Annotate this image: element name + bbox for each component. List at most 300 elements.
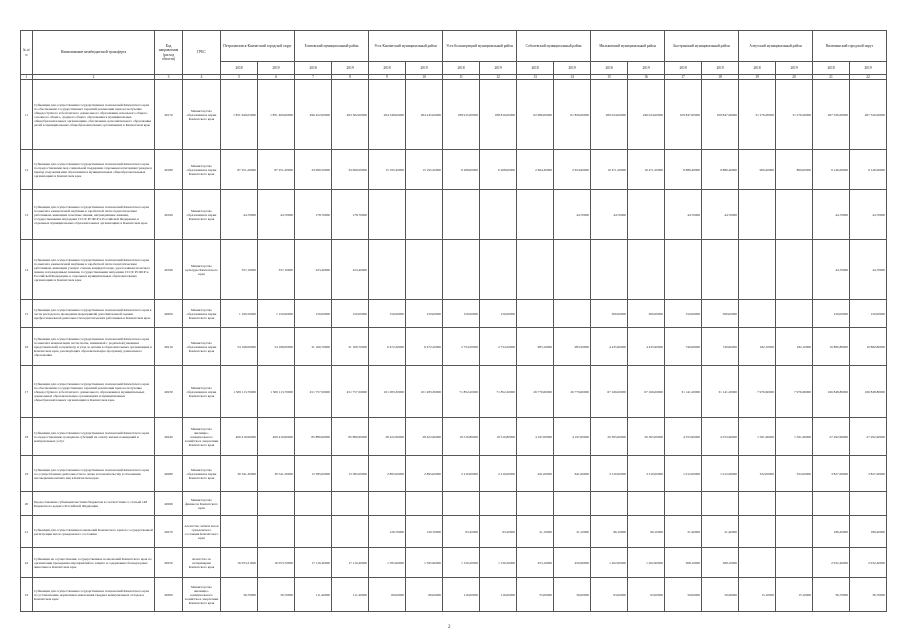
row-value: [813, 492, 850, 516]
row-value: [665, 492, 702, 516]
row-value: 31 160,70000: [295, 328, 332, 366]
row-value: 246 024,00000: [628, 80, 665, 150]
row-value: 96,10000: [591, 516, 628, 548]
row-value: 126,70000: [406, 516, 443, 548]
header-year: 2019: [554, 62, 591, 75]
header-grbs: ГРБС: [183, 31, 221, 75]
row-value: [739, 240, 776, 300]
row-value: 264 348,00000: [369, 80, 406, 150]
header-year: 2018: [665, 62, 702, 75]
header-year: 2019: [628, 62, 665, 75]
row-value: [776, 548, 813, 578]
row-grbs: Министерство образования и науки Камчатского края: [183, 456, 221, 492]
row-code: 40270: [155, 516, 183, 548]
row-value: [628, 492, 665, 516]
row-value: 13 385,00000: [332, 456, 369, 492]
row-value: [443, 190, 480, 240]
row-value: 44,70000: [850, 190, 887, 240]
row-value: 409 419,90000: [221, 418, 258, 456]
row-number: 19: [21, 456, 33, 492]
header-year: 2018: [369, 62, 406, 75]
row-value: 186,40000: [813, 516, 850, 548]
row-grbs: Агентство записи актов гражданского состояния Камчатского края: [183, 516, 221, 548]
row-value: 15,10000: [739, 578, 776, 612]
row-value: 10 860,80000: [850, 328, 887, 366]
row-value: 150,00000: [480, 300, 517, 328]
row-value: 300,00000: [591, 300, 628, 328]
row-value: 3 827,00000: [850, 456, 887, 492]
row-value: 44,70000: [813, 190, 850, 240]
row-value: [591, 492, 628, 516]
row-name: Предоставление субвенции местным бюджетам в соответствии со статьей 148 Бюджетного кодекса Российской Федерации: [33, 492, 155, 516]
row-value: 9 889,40900: [665, 150, 702, 190]
row-value: 869,00000: [776, 150, 813, 190]
row-value: 36,70000: [221, 578, 258, 612]
row-value: 150,00000: [332, 300, 369, 328]
row-value: [443, 240, 480, 300]
row-value: 56,00000: [554, 578, 591, 612]
row-value: 31 141,20000: [665, 366, 702, 418]
row-value: 6 208,00000: [480, 150, 517, 190]
row-value: 10 471,20000: [591, 150, 628, 190]
row-value: [406, 492, 443, 516]
row-value: 67 166,00000: [591, 366, 628, 418]
header-district: Быстринский муниципальный район: [665, 31, 739, 62]
column-index: 15: [591, 75, 628, 80]
row-code: 40250: [155, 548, 183, 578]
row-value: 17 110,40000: [332, 548, 369, 578]
row-value: [628, 190, 665, 240]
row-value: [776, 300, 813, 328]
row-value: 451 757,50000: [332, 366, 369, 418]
row-value: 357,10000: [221, 240, 258, 300]
column-index: 16: [628, 75, 665, 80]
row-value: 368,10000: [702, 548, 739, 578]
row-value: 3 310,00000: [591, 456, 628, 492]
row-value: [776, 516, 813, 548]
row-value: 1 190,50000: [221, 300, 258, 328]
row-value: [554, 300, 591, 328]
row-number: 13: [21, 190, 33, 240]
row-value: [443, 492, 480, 516]
header-district: Соболевский муниципальный район: [517, 31, 591, 62]
table-row: [21, 516, 887, 548]
header-district: Петропавловск-Камчатский городской округ: [221, 31, 295, 62]
row-value: 1 851 406,00000: [258, 80, 295, 150]
column-index: 14: [554, 75, 591, 80]
column-index: 9: [369, 75, 406, 80]
row-name: Субвенции для осуществления государственных полномочий Камчатского края по осуществлению деятельности по опеке и попечительству в отношении несовершеннолетних лиц в Камчатском крае: [33, 456, 155, 492]
row-value: 44,70000: [591, 190, 628, 240]
row-value: 66,00000: [406, 578, 443, 612]
row-value: 34 990,50000: [295, 150, 332, 190]
row-value: 67 166,00000: [628, 366, 665, 418]
row-number: 15: [21, 300, 33, 328]
row-value: 1 202,90000: [591, 548, 628, 578]
column-index: 20: [776, 75, 813, 80]
row-value: 109 847,00000: [665, 80, 702, 150]
row-value: 116,00000: [443, 578, 480, 612]
row-value: 116,00000: [480, 578, 517, 612]
row-value: [702, 240, 739, 300]
row-number: 11: [21, 80, 33, 150]
row-value: 15,10000: [776, 578, 813, 612]
row-value: 59,00000: [665, 578, 702, 612]
row-value: 2 895,00000: [369, 456, 406, 492]
row-grbs: Министерство образования и науки Камчатского края: [183, 366, 221, 418]
row-value: 182,10000: [739, 328, 776, 366]
table-row: [21, 418, 887, 456]
row-name: Субвенции для осуществления государственных полномочий Камчатского края по предоставлению гражданам субсидий на оплату жилых помещений и коммунальных услуг: [33, 418, 155, 456]
row-value: 1 595,90000: [406, 548, 443, 578]
header-year: 2019: [850, 62, 887, 75]
row-value: [739, 548, 776, 578]
header-year: 2019: [702, 62, 739, 75]
row-value: 188 816,00000: [480, 80, 517, 150]
column-index: 19: [739, 75, 776, 80]
row-value: 85 880,90000: [295, 418, 332, 456]
row-value: [295, 492, 332, 516]
row-value: 1 561,90000: [776, 418, 813, 456]
row-value: 166 848,80000: [813, 366, 850, 418]
row-value: 188 915,00000: [443, 80, 480, 150]
row-name: Субвенции для осуществления государственных полномочий Камчатского края по обеспечению государственных гарантий реализации прав на получение общедоступного и бесплатного дошкольного образования, начального общего, основного общего, среднего общего образования в муниципальных общеобразовательных организациях, обеспечение дополнительного образования детей в муниципальных общеобразовательных организациях в Камчатском крае: [33, 80, 155, 150]
column-index: 2: [33, 75, 155, 80]
table-row: [21, 578, 887, 612]
row-value: 20 365,00000: [628, 418, 665, 456]
row-value: 2 032,40000: [813, 548, 850, 578]
row-value: 6 472,20000: [406, 328, 443, 366]
row-value: 15 195,20000: [406, 150, 443, 190]
row-value: 101 283,30000: [369, 366, 406, 418]
row-value: 85 880,90000: [332, 418, 369, 456]
row-code: 40190: [155, 240, 183, 300]
row-value: 21,10000: [517, 516, 554, 548]
header-district: Усть-Камчатский муниципальный район: [369, 31, 443, 62]
row-number: 18: [21, 418, 33, 456]
row-value: 19 510,80000: [480, 418, 517, 456]
row-value: 4 553,90000: [702, 418, 739, 456]
row-code: 40240: [155, 418, 183, 456]
row-value: 1 150,00000: [258, 300, 295, 328]
row-number: 14: [21, 240, 33, 300]
row-value: 1 202,90000: [628, 548, 665, 578]
header-no: № п/п: [21, 31, 33, 75]
row-value: 44,70000: [665, 190, 702, 240]
row-name: Субвенции для осуществления полномочий Камчатского края по государственной регистрации актов гражданского состояния: [33, 516, 155, 548]
row-value: 496 452,00000: [295, 80, 332, 150]
row-code: 40210: [155, 328, 183, 366]
row-value: 36,70000: [813, 578, 850, 612]
column-index: 11: [443, 75, 480, 80]
row-number: 23: [21, 578, 33, 612]
row-value: 16 053,70000: [258, 548, 295, 578]
row-value: [517, 300, 554, 328]
row-name: Субвенции для осуществления государственных полномочий Камчатского края по предоставлению мер социальной поддержки отдельным категориям граждан в период получения ими образования в муниципальных общеобразовательных организациях в Камчатском крае: [33, 150, 155, 190]
row-value: 150,00000: [443, 300, 480, 328]
row-code: 40230: [155, 366, 183, 418]
row-value: [554, 492, 591, 516]
row-value: 21,10000: [554, 516, 591, 548]
row-name: Субвенции для осуществления государственных полномочий Камчатского края по обеспечению государственных гарантий реализации прав на получение общедоступного и бесплатного дошкольного образования в муниципальных дошкольных образовательных организациях и муниципальных общеобразовательных организациях в Камчатском крае: [33, 366, 155, 418]
table-row: [21, 240, 887, 300]
row-value: 300,00000: [702, 300, 739, 328]
row-value: 150,00000: [665, 300, 702, 328]
row-value: 166 848,80000: [850, 366, 887, 418]
row-value: 1 309 113,70000: [258, 366, 295, 418]
row-value: 150,00000: [369, 300, 406, 328]
row-value: 21,40000: [665, 516, 702, 548]
row-value: [517, 240, 554, 300]
row-value: [776, 492, 813, 516]
header-district: Елизовский муниципальный район: [295, 31, 369, 62]
row-value: 101 283,30000: [406, 366, 443, 418]
row-value: 1 150,20000: [480, 548, 517, 578]
column-index: 10: [406, 75, 443, 80]
row-value: 44,70000: [221, 190, 258, 240]
row-grbs: Министерство образования и науки Камчатского края: [183, 80, 221, 150]
header-year: 2018: [295, 62, 332, 75]
row-value: 66,00000: [369, 578, 406, 612]
row-value: 3 310,00000: [628, 456, 665, 492]
row-value: 63,00000: [628, 578, 665, 612]
row-value: 182,10000: [776, 328, 813, 366]
header-district: Вилючинский городской округ: [813, 31, 887, 62]
header-code: Код направления (расход области): [155, 31, 183, 75]
header-year: 2019: [776, 62, 813, 75]
row-name: Субвенции на осуществление государственных полномочий Камчатского края по организации проведения мероприятий по защите и содержанию безнадзорных животных в Камчатском крае: [33, 548, 155, 578]
row-grbs: Министерство образования и науки Камчатского края: [183, 150, 221, 190]
row-value: 10 860,80000: [813, 328, 850, 366]
row-value: 61 856,00000: [554, 80, 591, 150]
row-value: 9 149,00000: [813, 150, 850, 190]
table-row: [21, 328, 887, 366]
row-value: 453,10000: [517, 548, 554, 578]
row-value: 21,40000: [702, 516, 739, 548]
row-value: 16 053,21000: [221, 548, 258, 578]
table-row: [21, 548, 887, 578]
row-value: 322,00000: [739, 456, 776, 492]
column-index: 21: [813, 75, 850, 80]
column-index: 13: [517, 75, 554, 80]
row-value: 1 150,20000: [443, 548, 480, 578]
row-value: [739, 300, 776, 328]
row-value: 150,00000: [295, 300, 332, 328]
row-value: 409 419,90000: [258, 418, 295, 456]
row-value: 111,40000: [295, 578, 332, 612]
row-value: 2 895,00000: [406, 456, 443, 492]
row-value: 54 168,00000: [258, 328, 295, 366]
row-value: [517, 492, 554, 516]
column-index: 1: [21, 75, 33, 80]
row-value: 36,70000: [258, 578, 295, 612]
row-value: 16 471,20000: [628, 150, 665, 190]
row-value: 223,40000: [332, 240, 369, 300]
row-value: 44,70000: [702, 190, 739, 240]
row-value: [702, 492, 739, 516]
row-value: 13 385,00000: [295, 456, 332, 492]
row-value: [739, 516, 776, 548]
header-year: 2018: [443, 62, 480, 75]
row-value: 266 024,00000: [591, 80, 628, 150]
row-value: 44,70000: [554, 190, 591, 240]
row-value: 109 847,00000: [702, 80, 739, 150]
row-value: 983,10000: [517, 328, 554, 366]
row-name: Субвенции для осуществления государственных полномочий Камчатского края по установлению нормативов накопления твердых коммунальных отходов в Камчатском крае: [33, 578, 155, 612]
row-value: 2 210,00000: [443, 456, 480, 492]
row-value: 87 251,20000: [221, 150, 258, 190]
row-value: 2 032,40000: [850, 548, 887, 578]
row-value: 451 757,50000: [295, 366, 332, 418]
table-row: [21, 366, 887, 418]
row-value: 641,00000: [554, 456, 591, 492]
row-grbs: Министерство финансов Камчатского края: [183, 492, 221, 516]
row-value: 34 990,00000: [332, 150, 369, 190]
row-value: 7 976,60000: [776, 366, 813, 418]
row-number: 16: [21, 328, 33, 366]
table-row: [21, 492, 887, 516]
row-value: 71 852,20000: [443, 366, 480, 418]
row-grbs: Министерство культуры Камчатского края: [183, 240, 221, 300]
row-grbs: Министерство образования и науки Камчатского края: [183, 300, 221, 328]
row-value: 178,70000: [332, 190, 369, 240]
row-value: 6 208,00000: [443, 150, 480, 190]
row-value: 4 435,90000: [591, 328, 628, 366]
row-value: 322,00000: [776, 456, 813, 492]
row-value: 2 664,30000: [517, 150, 554, 190]
row-value: 7 976,60000: [739, 366, 776, 418]
row-value: 44,70000: [850, 240, 887, 300]
row-value: 450,90000: [554, 548, 591, 578]
row-value: 3 827,00000: [813, 456, 850, 492]
row-value: 31 141,20000: [702, 366, 739, 418]
row-value: 2 654,90000: [554, 150, 591, 190]
table-row: [21, 190, 887, 240]
row-value: 4 553,90000: [665, 418, 702, 456]
header-year: 2019: [406, 62, 443, 75]
row-value: [739, 190, 776, 240]
column-index: 17: [665, 75, 702, 80]
table-row: [21, 150, 887, 190]
row-value: [369, 240, 406, 300]
row-name: Субвенции для осуществления государственных полномочий Камчатского края по выплате ежемесячной надбавки к заработной плате педагогическим работникам, имеющим ученую степень кандидата наук, удостоенным почетного звания, награжденным знаками, государственными наградами СССР, РСФСР и Российской Федерации, в отдельных муниципальных образовательных организациях в Камчатском крае: [33, 240, 155, 300]
row-value: 30 541,30000: [221, 456, 258, 492]
column-index: 5: [221, 75, 258, 80]
column-index: 12: [480, 75, 517, 80]
row-code: 40280: [155, 456, 183, 492]
subvention-table: [20, 30, 887, 612]
row-value: 4 435,90000: [628, 328, 665, 366]
header-year: 2019: [332, 62, 369, 75]
row-value: [628, 240, 665, 300]
row-grbs: Министерство жилищно-коммунального хозяйства и энергетики Камчатского края: [183, 578, 221, 612]
row-value: [369, 190, 406, 240]
row-value: 493 362,00000: [332, 80, 369, 150]
row-value: 368,10000: [665, 548, 702, 578]
row-number: 22: [21, 548, 33, 578]
row-value: 2 754,50000: [480, 328, 517, 366]
row-value: 31 276,00000: [739, 80, 776, 150]
row-value: 36,70000: [850, 578, 887, 612]
row-value: 17 110,40000: [295, 548, 332, 578]
row-value: 28 422,90000: [406, 418, 443, 456]
row-value: 28 422,90000: [369, 418, 406, 456]
row-value: 20 365,00000: [591, 418, 628, 456]
row-value: 267 526,00000: [813, 80, 850, 150]
row-code: 40170: [155, 80, 183, 150]
row-code: 40300: [155, 578, 183, 612]
row-value: 740,60000: [665, 328, 702, 366]
header-year: 2018: [517, 62, 554, 75]
row-value: 26 779,60000: [554, 366, 591, 418]
column-index: 22: [850, 75, 887, 80]
row-number: 17: [21, 366, 33, 418]
row-value: 1 851 940,05000: [221, 80, 258, 150]
row-value: 30 541,30000: [258, 456, 295, 492]
row-value: 87 251,20000: [258, 150, 295, 190]
row-value: 96,10000: [628, 516, 665, 548]
column-index: 3: [155, 75, 183, 80]
row-value: 54 168,00000: [221, 328, 258, 366]
row-value: 264 245,00000: [406, 80, 443, 150]
column-index: 6: [258, 75, 295, 80]
table-body: [21, 80, 887, 612]
row-grbs: Министерство образования и науки Камчатского края: [183, 190, 221, 240]
table-row: [21, 456, 887, 492]
row-value: [480, 240, 517, 300]
row-value: 150,00000: [850, 300, 887, 328]
row-value: 63,20000: [443, 516, 480, 548]
header-district: Алеутский муниципальный район: [739, 31, 813, 62]
row-value: [369, 492, 406, 516]
row-value: [332, 492, 369, 516]
row-value: [221, 492, 258, 516]
column-index: 8: [332, 75, 369, 80]
row-value: 55,00000: [517, 578, 554, 612]
row-value: [665, 240, 702, 300]
header-district: Мильковский муниципальный район: [591, 31, 665, 62]
row-value: [221, 516, 258, 548]
row-code: 40180: [155, 150, 183, 190]
row-value: [406, 190, 443, 240]
row-value: 126,70000: [369, 516, 406, 548]
row-value: 909,40900: [739, 150, 776, 190]
row-name: Субвенции для осуществления государственных полномочий Камчатского края по выплате компенсации части платы, взимаемой с родителей (законных представителей) за присмотр и уход за детьми в образовательных организациях в Камчатском крае, реализующих образовательную программу дошкольного образования: [33, 328, 155, 366]
row-value: 1 012,00000: [702, 456, 739, 492]
row-value: 31 276,00000: [776, 80, 813, 150]
header-year: 2019: [258, 62, 295, 75]
row-value: 63,20000: [480, 516, 517, 548]
row-value: 1 595,90000: [369, 548, 406, 578]
row-value: 71 852,20000: [480, 366, 517, 418]
row-value: 186,40000: [850, 516, 887, 548]
header-year: 2018: [813, 62, 850, 75]
row-code: 40200: [155, 300, 183, 328]
row-grbs: Агентство по ветеринарии Камчатского края: [183, 548, 221, 578]
row-value: 31 160,70000: [332, 328, 369, 366]
header-name: Наименование межбюджетной трансферта: [33, 31, 155, 75]
row-value: 111,40000: [332, 578, 369, 612]
row-value: 1 309 113,70000: [221, 366, 258, 418]
row-value: 9 149,00000: [850, 150, 887, 190]
row-value: [554, 240, 591, 300]
row-value: 6 472,20000: [369, 328, 406, 366]
row-value: 1 012,00000: [665, 456, 702, 492]
row-value: [776, 190, 813, 240]
header-year: 2019: [480, 62, 517, 75]
row-value: [258, 492, 295, 516]
row-value: [517, 190, 554, 240]
